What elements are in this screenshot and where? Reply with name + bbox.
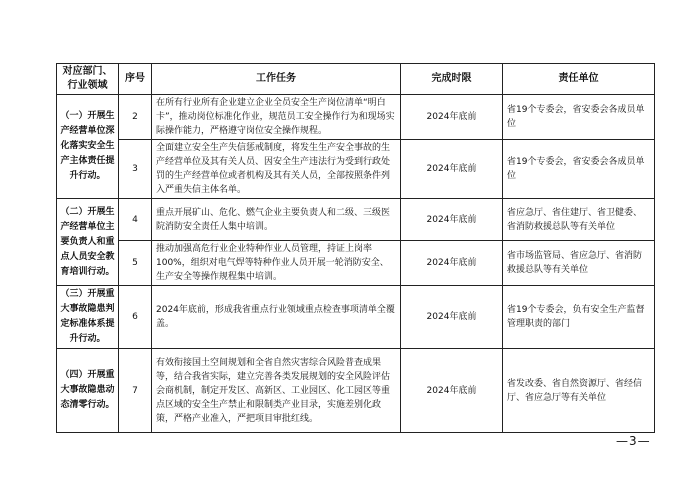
task-cell: 重点开展矿山、危化、燃气企业主要负责人和二级、三级医院消防安全责任人集中培训。 [152,199,401,241]
time-cell: 2024年底前 [401,199,503,241]
task-cell: 有效衔接国土空间规划和全省自然灾害综合风险普查成果等，结合我省实际，建立完善各类发展规划的安全风险评估会商机制，制定开发区、高新区、工业园区、化工园区等重点区域的安全生产禁止和限制类产业目录，实施差别化政策，严格产业准入，严把项目审批红线。 [152,349,401,433]
table-row [57,241,655,286]
unit-cell: 省19个专委会，负有安全生产监督管理职责的部门 [503,286,655,349]
time-cell: 2024年底前 [401,286,503,349]
unit-cell: 省应急厅、省住建厅、省卫健委、省消防救援总队等有关单位 [503,199,655,241]
unit-cell: 省19个专委会，省安委会各成员单位 [503,140,655,199]
page-number: —3— [616,434,651,448]
table-row [57,286,655,349]
work-task-table [56,63,655,433]
dept-cell: （一）开展生产经营单位深化落实安全生产主体责任提升行动。 [57,95,119,199]
header-dept: 对应部门、行业领域 [57,64,119,95]
unit-cell: 省发改委、省自然资源厅、省经信厅、省应急厅等有关单位 [503,349,655,433]
task-cell: 在所有行业所有企业建立企业全员安全生产岗位清单“明白卡”，推动岗位标准化作业，规范员工安全操作行为和现场实际操作能力，严格遵守岗位安全操作规程。 [152,95,401,140]
unit-cell: 省市场监管局、省应急厅、省消防救援总队等有关单位 [503,241,655,286]
num-cell: 6 [119,286,152,349]
header-num: 序号 [119,64,152,95]
num-cell: 4 [119,199,152,241]
time-cell: 2024年底前 [401,241,503,286]
header-time: 完成时限 [401,64,503,95]
dept-cell: （三）开展重大事故隐患判定标准体系提升行动。 [57,286,119,349]
table-header-row [57,64,655,95]
table-row [57,95,655,140]
num-cell: 3 [119,140,152,199]
task-cell: 全面建立安全生产失信惩戒制度，将发生生产安全事故的生产经营单位及其有关人员、因安全生产违法行为受到行政处罚的生产经营单位或者机构及其有关人员，全部按照条件列入严重失信主体名单。 [152,140,401,199]
task-cell: 推动加强高危行业企业特种作业人员管理，持证上岗率100%，组织对电气焊等特种作业人员开展一轮消防安全、生产安全等操作规程集中培训。 [152,241,401,286]
unit-cell: 省19个专委会，省安委会各成员单位 [503,95,655,140]
dept-cell: （四）开展重大事故隐患动态清零行动。 [57,349,119,433]
dept-cell: （二）开展生产经营单位主要负责人和重点人员安全教育培训行动。 [57,199,119,286]
num-cell: 5 [119,241,152,286]
time-cell: 2024年底前 [401,349,503,433]
num-cell: 2 [119,95,152,140]
table-row [57,199,655,241]
table-row [57,140,655,199]
header-unit: 责任单位 [503,64,655,95]
table-row [57,349,655,433]
time-cell: 2024年底前 [401,140,503,199]
task-cell: 2024年底前，形成我省重点行业领域重点检查事项清单全覆盖。 [152,286,401,349]
num-cell: 7 [119,349,152,433]
time-cell: 2024年底前 [401,95,503,140]
header-task: 工作任务 [152,64,401,95]
